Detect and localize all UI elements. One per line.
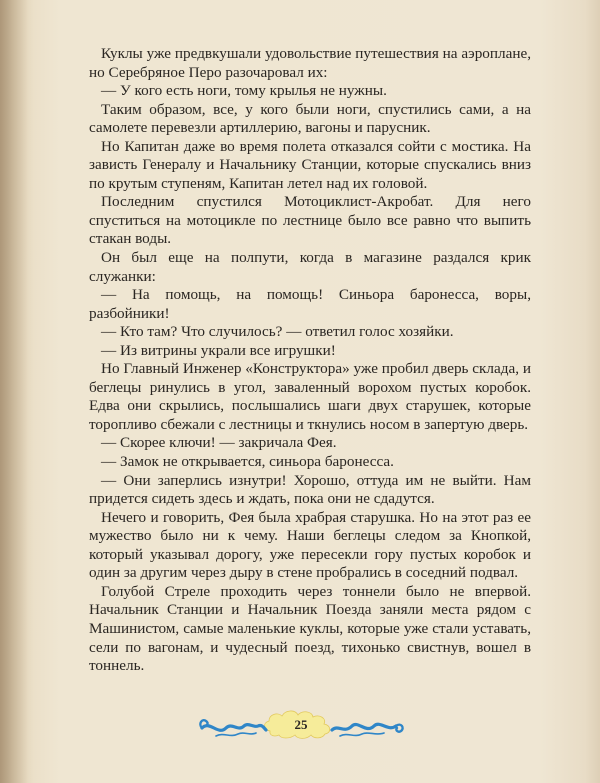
paragraph-11: — Скорее ключи! — закричала Фея.	[101, 434, 337, 452]
left-wave	[202, 725, 266, 731]
paragraph-9: — Из витрины украли все игрушки!	[101, 341, 336, 359]
paragraph-7: — На помощь, на помощь! Синьора баронесса, воры, разбойники!	[89, 286, 531, 322]
paragraph-12: — Замок не открывается, синьора баронесса.	[101, 453, 394, 471]
paragraph-4: Но Капитан даже во время полета отказался сойти с мостика. На зависть Генералу и Начальнику Станции, которые спускались вниз по крутым ступеням, Капитан летел над их головой.	[89, 137, 531, 192]
paragraph-10: Но Главный Инженер «Конструктора» уже пробил дверь склада, и беглецы ринулись в угол, заваленный ворохом пустых коробок. Едва они скрылись, послышались шаги двух старушек, которые торопливо сбежали с лестницы и ткнулись носом в запертую дверь.	[89, 360, 531, 433]
left-curl	[200, 720, 207, 728]
paragraph-15: Голубой Стреле проходить через тоннели было не впервой. Начальник Станции и Начальник Поезда заняли места рядом с Машинистом, самые маленькие куклы, которые уже стали уставать, сели по вагонам, и чудесный поезд, тихонько свистнув, вошел в тоннель.	[89, 582, 531, 675]
right-wave	[332, 724, 396, 730]
body-text	[89, 45, 531, 676]
right-curl	[396, 725, 403, 732]
paragraph-3: Таким образом, все, у кого были ноги, спустились сами, а на самолете перевезли артиллерию, вагоны и парусник.	[89, 100, 531, 137]
right-wave-thin	[340, 733, 384, 736]
paragraph-1: Куклы уже предвкушали удовольствие путешествия на аэроплане, но Серебряное Перо разочаровал их:	[89, 45, 531, 81]
paragraph-8: — Кто там? Что случилось? — ответил голос хозяйки.	[101, 323, 454, 341]
gutter-shadow	[0, 0, 28, 783]
paragraph-14: Нечего и говорить, Фея была храбрая старушка. Но на этот раз ее мужество было ни к чему. Наши беглецы следом за Кнопкой, который указывал дорогу, уже пересекли гору пустых коробок и один за другим через дыру в стене пробрались в соседний подвал.	[89, 508, 531, 582]
paragraph-6: Он был еще на полпути, когда в магазине раздался крик служанки:	[89, 249, 531, 285]
paragraph-2: — У кого есть ноги, тому крылья не нужны.	[101, 82, 387, 100]
paragraph-5: Последним спустился Мотоциклист-Акробат. Для него спуститься на мотоцикле по лестнице было все равно что выпить стакан воды.	[89, 193, 531, 248]
paragraph-13: — Они заперлись изнутри! Хорошо, оттуда им не выйти. Нам придется сидеть здесь и ждать, пока они не сдадутся.	[89, 471, 531, 508]
left-wave-thin	[216, 733, 256, 736]
page-number: 25	[294, 717, 308, 732]
